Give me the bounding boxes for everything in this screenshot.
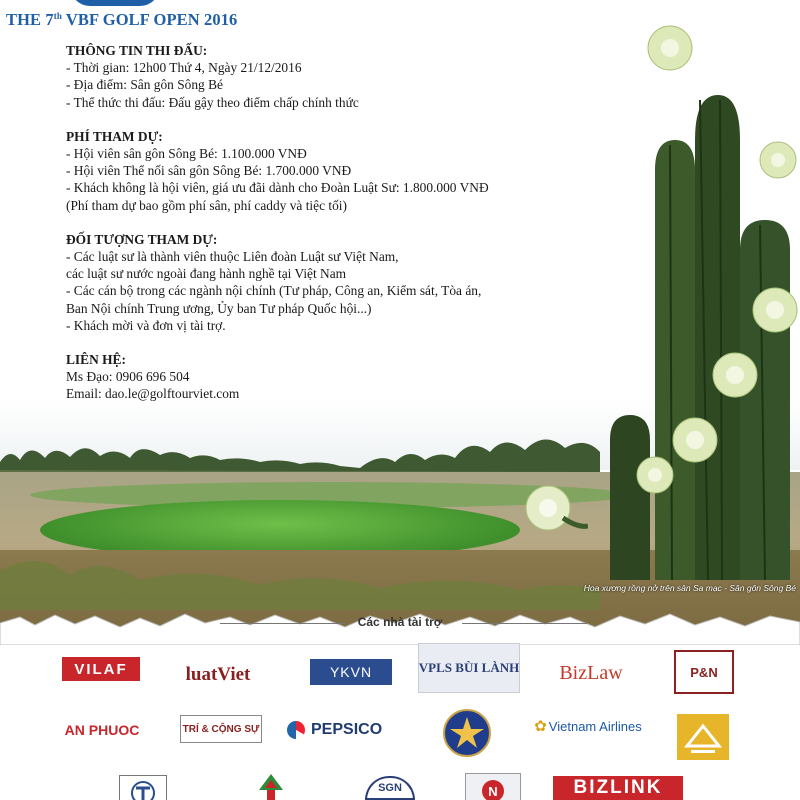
- info-line: - Hội viên Thể nối sân gôn Sông Bé: 1.700.000 VNĐ: [66, 163, 352, 179]
- cactus-flower: [518, 478, 588, 548]
- info-section: [66, 351, 626, 403]
- event-title: THE 7th VBF GOLF OPEN 2016: [6, 10, 238, 29]
- info-line: Ban Nội chính Trung ương, Ủy ban Tư pháp Quốc hội...): [66, 300, 372, 316]
- section-heading: THÔNG TIN THI ĐẤU:: [66, 43, 208, 58]
- pepsico-globe-icon: [287, 721, 305, 739]
- info-line: - Thời gian: 12h00 Thứ 4, Ngày 21/12/2016: [66, 60, 302, 76]
- sponsor-logo-t-emblem: [119, 775, 167, 800]
- info-line: - Địa điểm: Sân gôn Sông Bé: [66, 77, 223, 93]
- info-section: [66, 42, 626, 111]
- info-line: - Khách không là hội viên, giá ưu đãi dành cho Đoàn Luật Sư: 1.800.000 VNĐ: [66, 180, 489, 196]
- info-line: - Các luật sư là thành viên thuộc Liên đoàn Luật sư Việt Nam,: [66, 249, 399, 265]
- sponsor-logo-sgn: SGN: [365, 776, 415, 800]
- sponsor-logo-vietnam-airlines: ✿ Vietnam Airlines: [534, 718, 642, 735]
- sponsor-logo-luatviet: luatViet: [185, 664, 251, 685]
- info-line: - Thể thức thi đấu: Đấu gậy theo điểm chấp chính thức: [66, 94, 359, 110]
- info-section: [66, 231, 626, 334]
- photo-caption: Hoa xương rồng nở trên sân Sa mạc - Sân gôn Sông Bé: [583, 583, 796, 593]
- info-line: - Hội viên sân gôn Sông Bé: 1.100.000 VNĐ: [66, 146, 307, 162]
- sponsor-logo-psn: P&N: [674, 650, 734, 694]
- info-line: - Khách mời và đơn vị tài trợ.: [66, 317, 226, 333]
- lotus-icon: ✿: [534, 718, 547, 735]
- info-line: Email: dao.le@golftourviet.com: [66, 386, 240, 402]
- divider: [220, 623, 345, 624]
- info-line: (Phí tham dự bao gồm phí sân, phí caddy và tiệc tối): [66, 197, 347, 213]
- sponsors-title: Các nhà tài trợ: [357, 615, 443, 629]
- svg-text:N: N: [488, 784, 498, 799]
- sponsor-logo-star-emblem: [440, 708, 494, 758]
- divider: [462, 623, 587, 624]
- logo-arc: [70, 0, 160, 6]
- info-line: - Các cán bộ trong các ngành nội chính (Tư pháp, Công an, Kiểm sát, Tòa án,: [66, 283, 482, 299]
- info-line: các luật sư nước ngoài đang hành nghề tại Việt Nam: [66, 266, 347, 282]
- sponsor-logo-tree-emblem: [247, 772, 295, 800]
- section-heading: ĐỐI TƯỢNG THAM DỰ:: [66, 231, 218, 247]
- sponsor-logo-anphuoc: AN PHUOC: [64, 722, 140, 738]
- sponsor-logo-n-emblem: [465, 773, 521, 800]
- sponsor-logo-vpls: VPLS BÙI LÀNH: [418, 643, 520, 693]
- sponsor-logo-vilaf: VILAF: [62, 657, 140, 681]
- sponsor-logo-bizlaw: BizLaw: [559, 661, 623, 684]
- event-info: [66, 42, 626, 420]
- section-heading: PHÍ THAM DỰ:: [66, 128, 163, 144]
- sponsor-logo-pepsico: PEPSICO: [287, 717, 407, 743]
- sponsor-logo-bizlink: BIZLINK: [553, 776, 683, 800]
- info-section: [66, 128, 626, 214]
- sponsor-logo-tricongsu: TRÍ & CỘNG SỰ: [180, 715, 262, 743]
- sponsor-logo-gold-box: [677, 714, 729, 760]
- cactus-illustration: [600, 20, 800, 620]
- sponsor-logo-ykvn: YKVN: [310, 659, 392, 685]
- section-heading: LIÊN HỆ:: [66, 352, 126, 368]
- info-line: Ms Đạo: 0906 696 504: [66, 369, 190, 385]
